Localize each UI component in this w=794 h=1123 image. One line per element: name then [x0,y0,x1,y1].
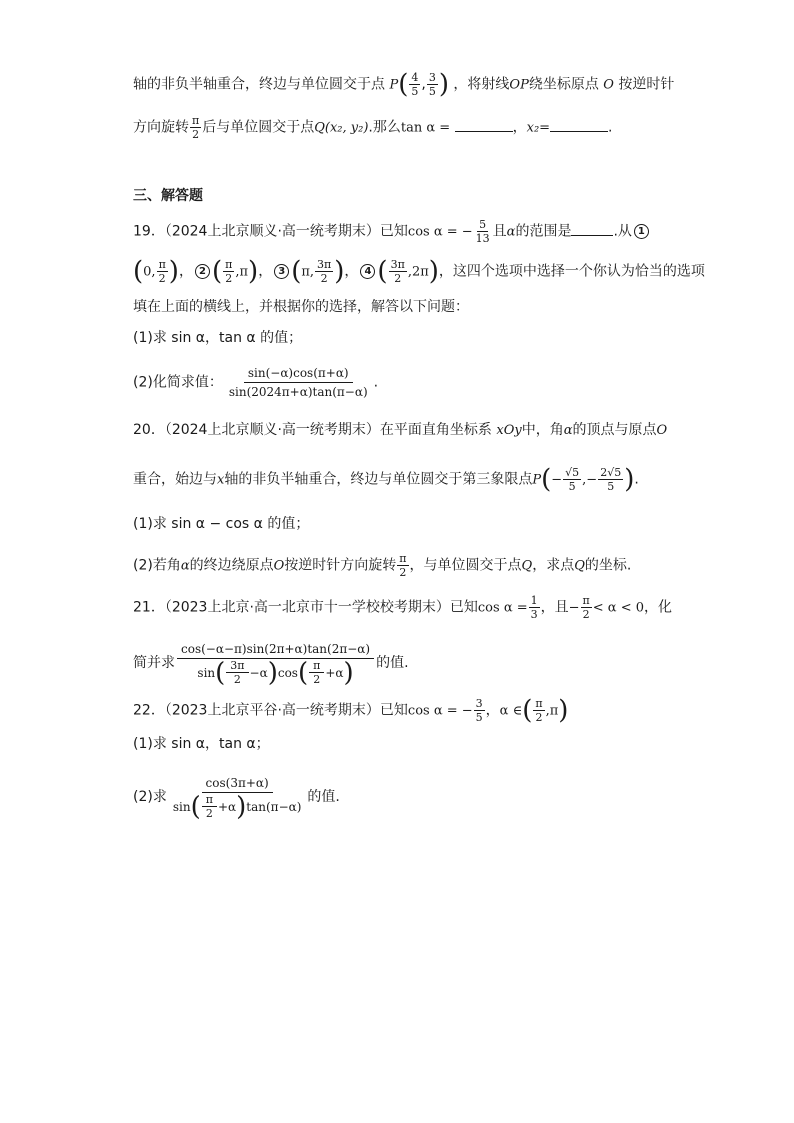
text: ，且 [540,599,569,616]
q19-line3: 填在上面的横线上，并根据你的选择，解答以下问题： [133,299,469,315]
fraction: $\frac{1}{3}$ [530,594,538,621]
q20-line1 [133,420,666,441]
fraction: $\frac{3\pi}{2}$ [317,258,332,285]
question-number: 20． [133,422,165,438]
text: ， [485,702,500,719]
answer-blank[interactable] [571,221,613,236]
text: .那么 [368,119,401,136]
circled-number: 3 [274,264,289,279]
q21-line2 [133,640,666,686]
alpha: α [506,224,516,240]
text: (2)化简求值： [133,374,223,391]
answer-blank[interactable] [550,117,608,132]
circled-number: 2 [195,264,210,279]
fraction: $\frac{\pi}{2}$ [535,697,543,724]
text: 轴的非负半轴重合，终边与单位圆交于第三象限点 [224,471,533,488]
x-axis: x [217,472,225,488]
text: 重合，始边与 [133,471,217,488]
fraction: $\frac{3\pi}{2}$ [390,258,405,285]
q20-part1: (1)求 sin α − cos α 的值； [133,516,310,532]
text: 后与单位圆交于点 [202,119,315,136]
point-p: P [532,472,542,488]
q19-part2: (2)化简求值： $\frac{\sin(-\alpha)\cos(\pi+\alpha)}{\sin(2024\pi+\alpha)\tan(\pi-\alpha)}$ . [133,366,379,399]
question-number: 21． [133,599,165,616]
origin-o: O [603,77,614,93]
point-p: P [389,77,399,93]
fraction: cos(3π+α) sin ( $\frac{\pi}{2}$ +α ) tan(π−α) [172,776,302,822]
option-1: 0, [143,264,156,280]
text: 且 [492,223,507,240]
fraction: $\frac{\sin(-\alpha)\cos(\pi+\alpha)}{\sin(2024\pi+\alpha)\tan(\pi-\alpha)}$ [228,366,368,399]
ray-op: OP [509,77,529,93]
text: 的范围是 [515,223,572,240]
text: 方向旋转 [133,119,189,136]
point-q: Q [574,558,585,574]
option-4: ,2π [407,264,429,280]
fraction: $\frac{\pi}{2}$ [399,552,407,579]
text: 按逆时针 [618,76,675,93]
formula: xOy [496,423,522,438]
text: 中，角 [521,422,564,438]
q19-part1: (1)求 sin α，tan α 的值； [133,330,303,346]
question-source: （2024上北京顺义·高一统考期末）已知 [164,223,408,240]
q22-part2 [133,774,666,820]
fraction: $\frac{√5}{5}$ [565,466,580,493]
point-q: Q(x₂, y₂) [314,120,369,136]
formula: < α < 0 [592,600,644,616]
circled-number: 1 [634,224,649,239]
q18-line1: 轴的非负半轴重合，终边与单位圆交于点 P( $\frac{4}{5}$ , $\frac{3}{5}$ ) ，将射线OP绕坐标原点 O 按逆时针 [133,69,675,100]
point-q: Q [521,558,533,574]
section-title: 三、解答题 [133,188,203,204]
text: 的坐标. [584,557,632,574]
q22-part1: (1)求 sin α，tan α； [133,736,270,752]
fraction: cos(−α−π)sin(2π+α)tan(2π−α) sin ( $\frac{3\pi}{2}$ −α ) cos ( $\frac{\pi}{2}$ +α ) [177,640,374,686]
fraction: $\frac{\pi}{2}$ [225,258,233,285]
q22-line1: 22．（2023上北京平谷·高一统考期末）已知cos α = − $\frac{3}{5}$ ，α ∈( $\frac{\pi}{2}$ ,π) [133,695,569,726]
question-number: 22． [133,702,165,719]
fraction: $\frac{2√5}{5}$ [600,466,622,493]
fraction: $\frac{5}{13}$ [475,218,490,245]
formula: ,π [545,703,559,719]
fraction: $\frac{4}{5}$ [411,71,419,98]
text: .从 [613,223,632,240]
circled-number: 4 [360,264,375,279]
question-source: （2023上北京平谷·高一统考期末）已知 [164,702,408,719]
paren: ( [398,69,409,100]
formula: tan α = [400,120,451,136]
text: 的值. [376,655,409,671]
formula: cos α = [477,600,528,616]
text: 简并求 [133,655,175,671]
question-number: 19． [133,223,165,240]
formula: cos α = − [407,224,473,240]
fraction: $\frac{\pi}{2}$ [158,258,166,285]
fraction: $\frac{\pi}{2}$ [582,594,590,621]
text: ，化 [644,599,672,616]
text: ，将射线 [453,76,510,93]
question-source: （2024上北京顺义·高一统考期末）在平面直角坐标系 [164,422,492,438]
text: ， [512,119,527,136]
q19-line1 [133,218,666,245]
text: (2)求 [133,789,167,805]
fraction: $\frac{\pi}{2}$ [192,114,200,141]
alpha: α [180,558,190,574]
text: (2)若角 [133,557,181,574]
formula: cos α = − [407,703,473,719]
q20-line2: 重合，始边与x轴的非负半轴重合，终边与单位圆交于第三象限点P(− $\frac{√5}{5}$ ,− $\frac{2√5}{5}$ ). [133,464,639,495]
text: ，求点 [532,557,575,574]
paren: ) [438,69,449,100]
text: . [608,119,613,136]
text: 轴的非负半轴重合，终边与单位圆交于点 [133,76,385,93]
q21-line1: 21．（2023上北京·高一北京市十一学校校考期末）已知cos α = $\frac{1}{3}$ ，且− $\frac{\pi}{2}$ < α < 0，化 [133,594,672,621]
text: ，这四个选项中选择一个你认为恰当的选项 [438,263,705,280]
fraction: $\frac{3}{5}$ [475,697,483,724]
origin-o: O [656,423,668,438]
text: ，与单位圆交于点 [409,557,522,574]
q20-part2 [133,552,666,579]
text: 的终边绕原点 [189,557,274,574]
origin-o: O [273,558,285,574]
q18-line2 [133,114,666,141]
answer-blank[interactable] [455,117,513,132]
text: 按逆时针方向旋转 [284,557,397,574]
text: 的值. [307,789,340,805]
fraction: $\frac{3}{5}$ [428,71,436,98]
option-2: ,π [235,264,249,280]
text: 绕坐标原点 [528,76,599,93]
option-3: π, [301,264,315,280]
formula: α ∈ [499,703,523,719]
formula: x₂= [526,120,551,136]
alpha: α [563,423,573,438]
text: 的顶点与原点 [572,422,657,438]
q19-line2: (0, $\frac{\pi}{2}$ )， 2 ( $\frac{\pi}{2}$ ,π)， 3 (π, $\frac{3\pi}{2}$ )， 4 ( $\frac{3\pi}{2}$ ,2π)，这四个选项中选择一个你认为恰当的选项 [133,256,705,287]
question-source: （2023上北京·高一北京市十一学校校考期末）已知 [164,599,478,616]
